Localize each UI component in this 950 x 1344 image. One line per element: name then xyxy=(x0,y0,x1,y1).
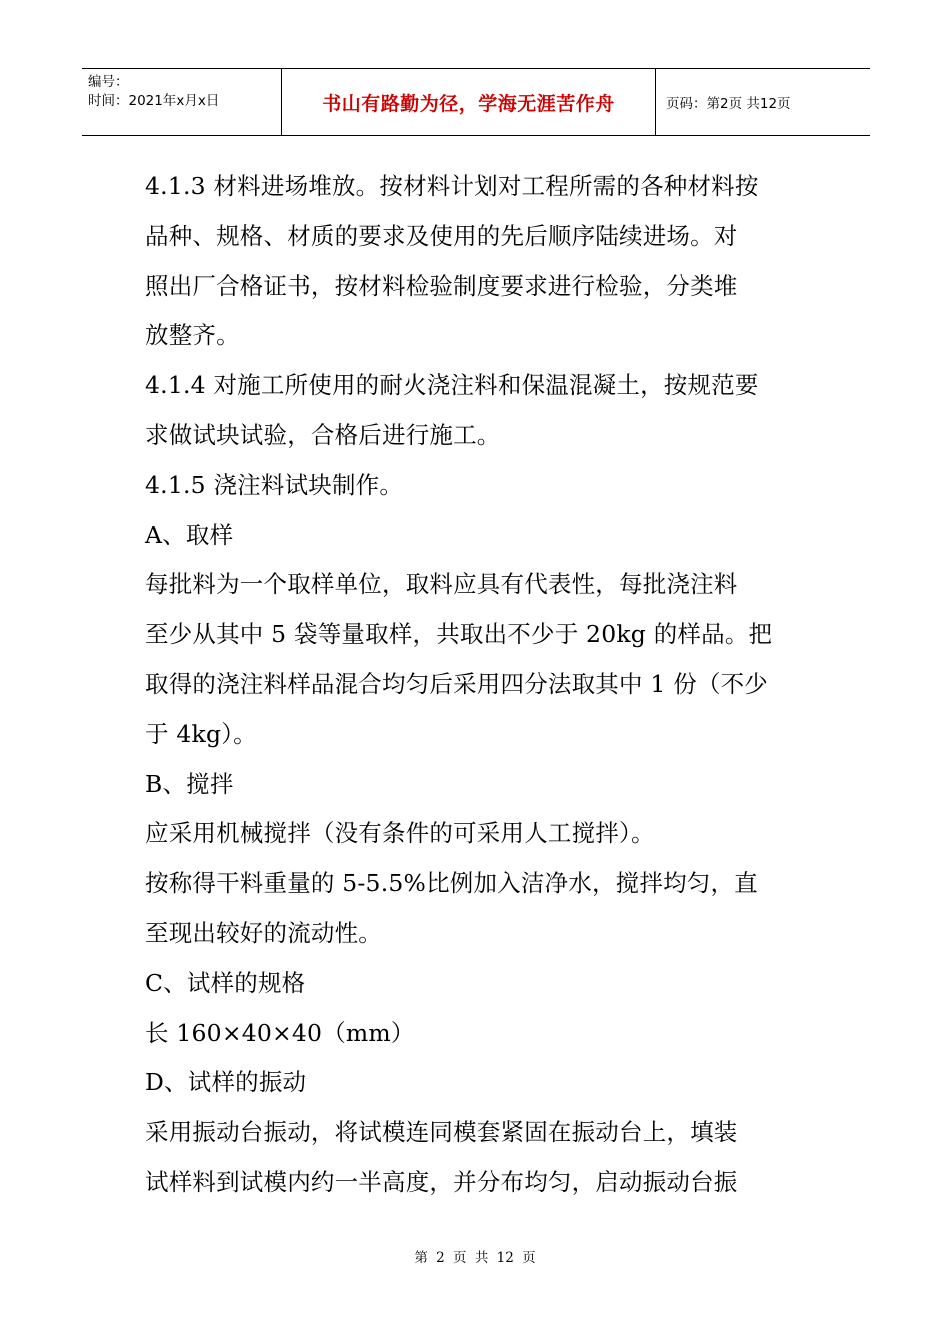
body-line: 按称得干料重量的 5-5.5%比例加入洁净水，搅拌均匀，直 xyxy=(145,869,758,898)
page-footer: 第 2 页 共 12 页 xyxy=(414,1250,536,1266)
body-line: 至现出较好的流动性。 xyxy=(145,918,382,947)
document-time-label: 时间：2021年x月x日 xyxy=(88,93,220,109)
body-line: 求做试块试验，合格后进行施工。 xyxy=(145,420,501,449)
body-line: 长 160×40×40（mm） xyxy=(145,1018,415,1047)
body-line: 试样料到试模内约一半高度，并分布均匀，启动振动台振 xyxy=(145,1167,738,1196)
body-line: 每批料为一个取样单位，取料应具有代表性，每批浇注料 xyxy=(145,570,738,599)
section-heading: C、试样的规格 xyxy=(145,968,306,997)
body-line: 照出厂合格证书，按材料检验制度要求进行检验，分类堆 xyxy=(145,271,738,300)
body-line: 4.1.3 材料进场堆放。按材料计划对工程所需的各种材料按 xyxy=(145,172,759,200)
document-body xyxy=(145,162,810,1208)
body-line: 至少从其中 5 袋等量取样，共取出不少于 20kg 的样品。把 xyxy=(145,620,773,649)
section-heading: A、取样 xyxy=(145,520,234,549)
section-heading: D、试样的振动 xyxy=(145,1068,307,1097)
header-page-info: 页码：第2页 共12页 xyxy=(666,96,791,112)
body-line: 品种、规格、材质的要求及使用的先后顺序陆续进场。对 xyxy=(145,221,738,250)
body-line: 采用振动台振动，将试模连同模套紧固在振动台上，填装 xyxy=(145,1118,738,1147)
body-line: 4.1.5 浇注料试块制作。 xyxy=(145,470,404,499)
document-number-label: 编号： xyxy=(88,74,129,90)
body-line: 4.1.4 对施工所使用的耐火浇注料和保温混凝土，按规范要 xyxy=(145,371,759,400)
body-line: 于 4kg）。 xyxy=(145,719,257,748)
body-line: 应采用机械搅拌（没有条件的可采用人工搅拌）。 xyxy=(145,819,655,848)
body-line: 取得的浇注料样品混合均匀后采用四分法取其中 1 份（不少 xyxy=(145,669,768,698)
section-heading: B、搅拌 xyxy=(145,769,234,798)
page-header xyxy=(82,68,870,136)
header-meta xyxy=(82,69,282,135)
header-motto: 书山有路勤为径，学海无涯苦作舟 xyxy=(282,69,656,135)
body-line: 放整齐。 xyxy=(145,321,240,350)
